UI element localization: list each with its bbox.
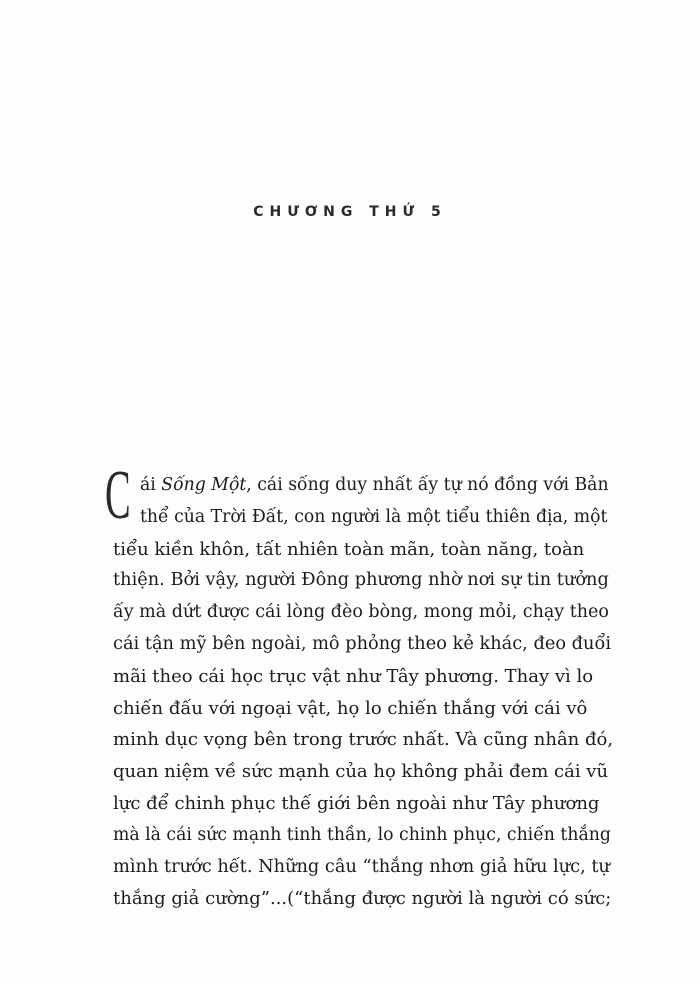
text-line-2: thể của Trời Đất, con người là một tiểu thiên địa, một <box>140 506 608 527</box>
text-line-6: cái tận mỹ bên ngoài, mô phỏng theo kẻ khác, đeo đuổi <box>113 633 611 654</box>
text-line-4: thiện. Bởi vậy, người Đông phương nhờ nơi sự tin tưởng <box>113 570 609 591</box>
text-line-1 <box>113 470 613 502</box>
drop-cap-letter: C <box>105 457 131 534</box>
text-line-11: lực để chinh phục thế giới bên ngoài như Tây phương <box>113 792 600 814</box>
text-line-10: quan niệm về sức mạnh của họ không phải đem cái vũ <box>113 761 609 783</box>
text-line-9: minh dục vọng bên trong trước nhất. Và cũng nhân đó, <box>113 729 614 751</box>
text-line-3: tiểu kiền khôn, tất nhiên toàn mãn, toàn năng, toàn <box>113 538 585 560</box>
chapter-heading: CHƯƠNG THỨ 5 <box>253 204 447 220</box>
text-line-1-post: , cái sống duy nhất ấy tự nó đồng với Bản <box>246 475 609 495</box>
text-line-14: thắng giả cường”...(“thắng được người là người có sức; <box>113 888 612 910</box>
text-line-1-italic: Sống Một <box>161 475 247 495</box>
text-line-1-pre: ái <box>140 475 162 495</box>
text-line-8: chiến đấu với ngoại vật, họ lo chiến thắng với cái vô <box>113 697 588 719</box>
body-paragraph <box>113 470 613 915</box>
text-line-7: mãi theo cái học trục vật như Tây phương. Thay vì lo <box>113 665 594 687</box>
text-line-12: mà là cái sức mạnh tinh thần, lo chinh phục, chiến thắng <box>113 824 611 845</box>
text-line-13: mình trước hết. Những câu “thắng nhơn giả hữu lực, tự <box>113 856 610 877</box>
text-line-5: ấy mà dứt được cái lòng đèo bòng, mong mỏi, chạy theo <box>113 602 609 623</box>
